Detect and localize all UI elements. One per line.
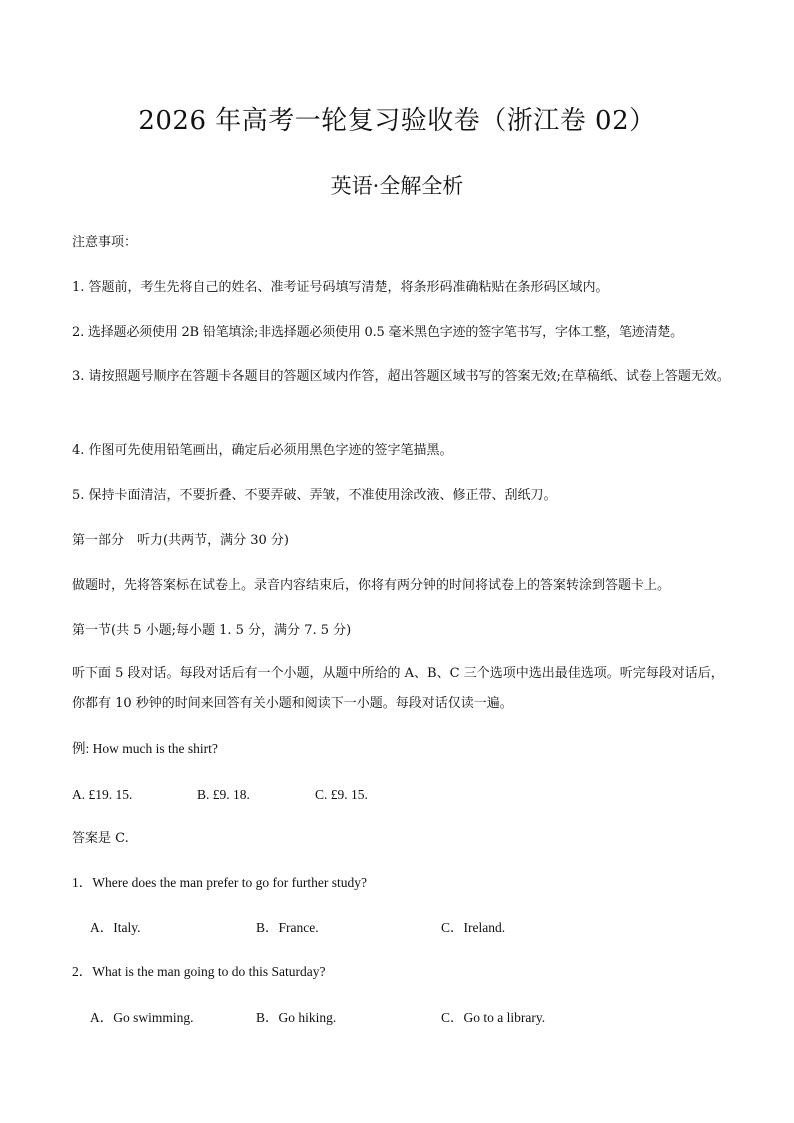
- question-1-option-c: C．Ireland.: [441, 920, 506, 935]
- question-2-option-c: C．Go to a library.: [441, 1010, 546, 1025]
- page-subtitle: 英语·全解全析: [330, 174, 464, 198]
- notice-item-4: 4. 作图可先使用铅笔画出，确定后必须用黑色字迹的签字笔描黑。: [72, 443, 453, 458]
- example-option-c: C. £9. 15.: [315, 787, 368, 802]
- page-title: 2026 年高考一轮复习验收卷（浙江卷 02）: [138, 106, 656, 136]
- question-2-stem: 2．What is the man going to do this Saturday?: [72, 964, 326, 979]
- example-option-a: A. £19. 15.: [72, 787, 133, 802]
- notice-item-1: 1. 答题前，考生先将自己的姓名、准考证号码填写清楚，将条形码准确粘贴在条形码区域内。: [72, 280, 609, 295]
- question-2-option-b: B．Go hiking.: [256, 1010, 337, 1025]
- notice-item-3: 3. 请按照题号顺序在答题卡各题目的答题区域内作答，超出答题区域书写的答案无效;在草稿纸、试卷上答题无效。: [72, 369, 730, 384]
- section1-instruction: 听下面 5 段对话。每段对话后有一个小题，从题中所给的 A、B、C 三个选项中选出最佳选项。听完每段对话后，你都有 10 秒钟的时间来回答有关小题和阅读下一小题。每段对话仅读一遍。: [72, 666, 724, 711]
- question-1-stem: 1．Where does the man prefer to go for further study?: [72, 875, 368, 890]
- section1-heading: 第一节(共 5 小题;每小题 1. 5 分，满分 7. 5 分): [72, 623, 352, 638]
- notice-item-2: 2. 选择题必须使用 2B 铅笔填涂;非选择题必须使用 0.5 毫米黑色字迹的签字笔书写，字体工整，笔迹清楚。: [72, 325, 683, 340]
- notice-item-5: 5. 保持卡面清洁，不要折叠、不要弄破、弄皱，不准使用涂改液、修正带、刮纸刀。: [72, 488, 557, 503]
- question-1-option-a: A．Italy.: [90, 920, 141, 935]
- notice-heading: 注意事项：: [72, 235, 138, 250]
- part1-instruction: 做题时，先将答案标在试卷上。录音内容结束后，你将有两分钟的时间将试卷上的答案转涂到答题卡上。: [72, 578, 671, 593]
- question-2-option-a: A．Go swimming.: [90, 1010, 194, 1025]
- question-1-option-b: B．France.: [256, 920, 319, 935]
- part1-heading: 第一部分 听力(共两节，满分 30 分): [72, 533, 289, 548]
- example-answer: 答案是 C.: [72, 831, 129, 846]
- example-option-b: B. £9. 18.: [197, 787, 250, 802]
- example-question: 例: How much is the shirt?: [72, 741, 218, 756]
